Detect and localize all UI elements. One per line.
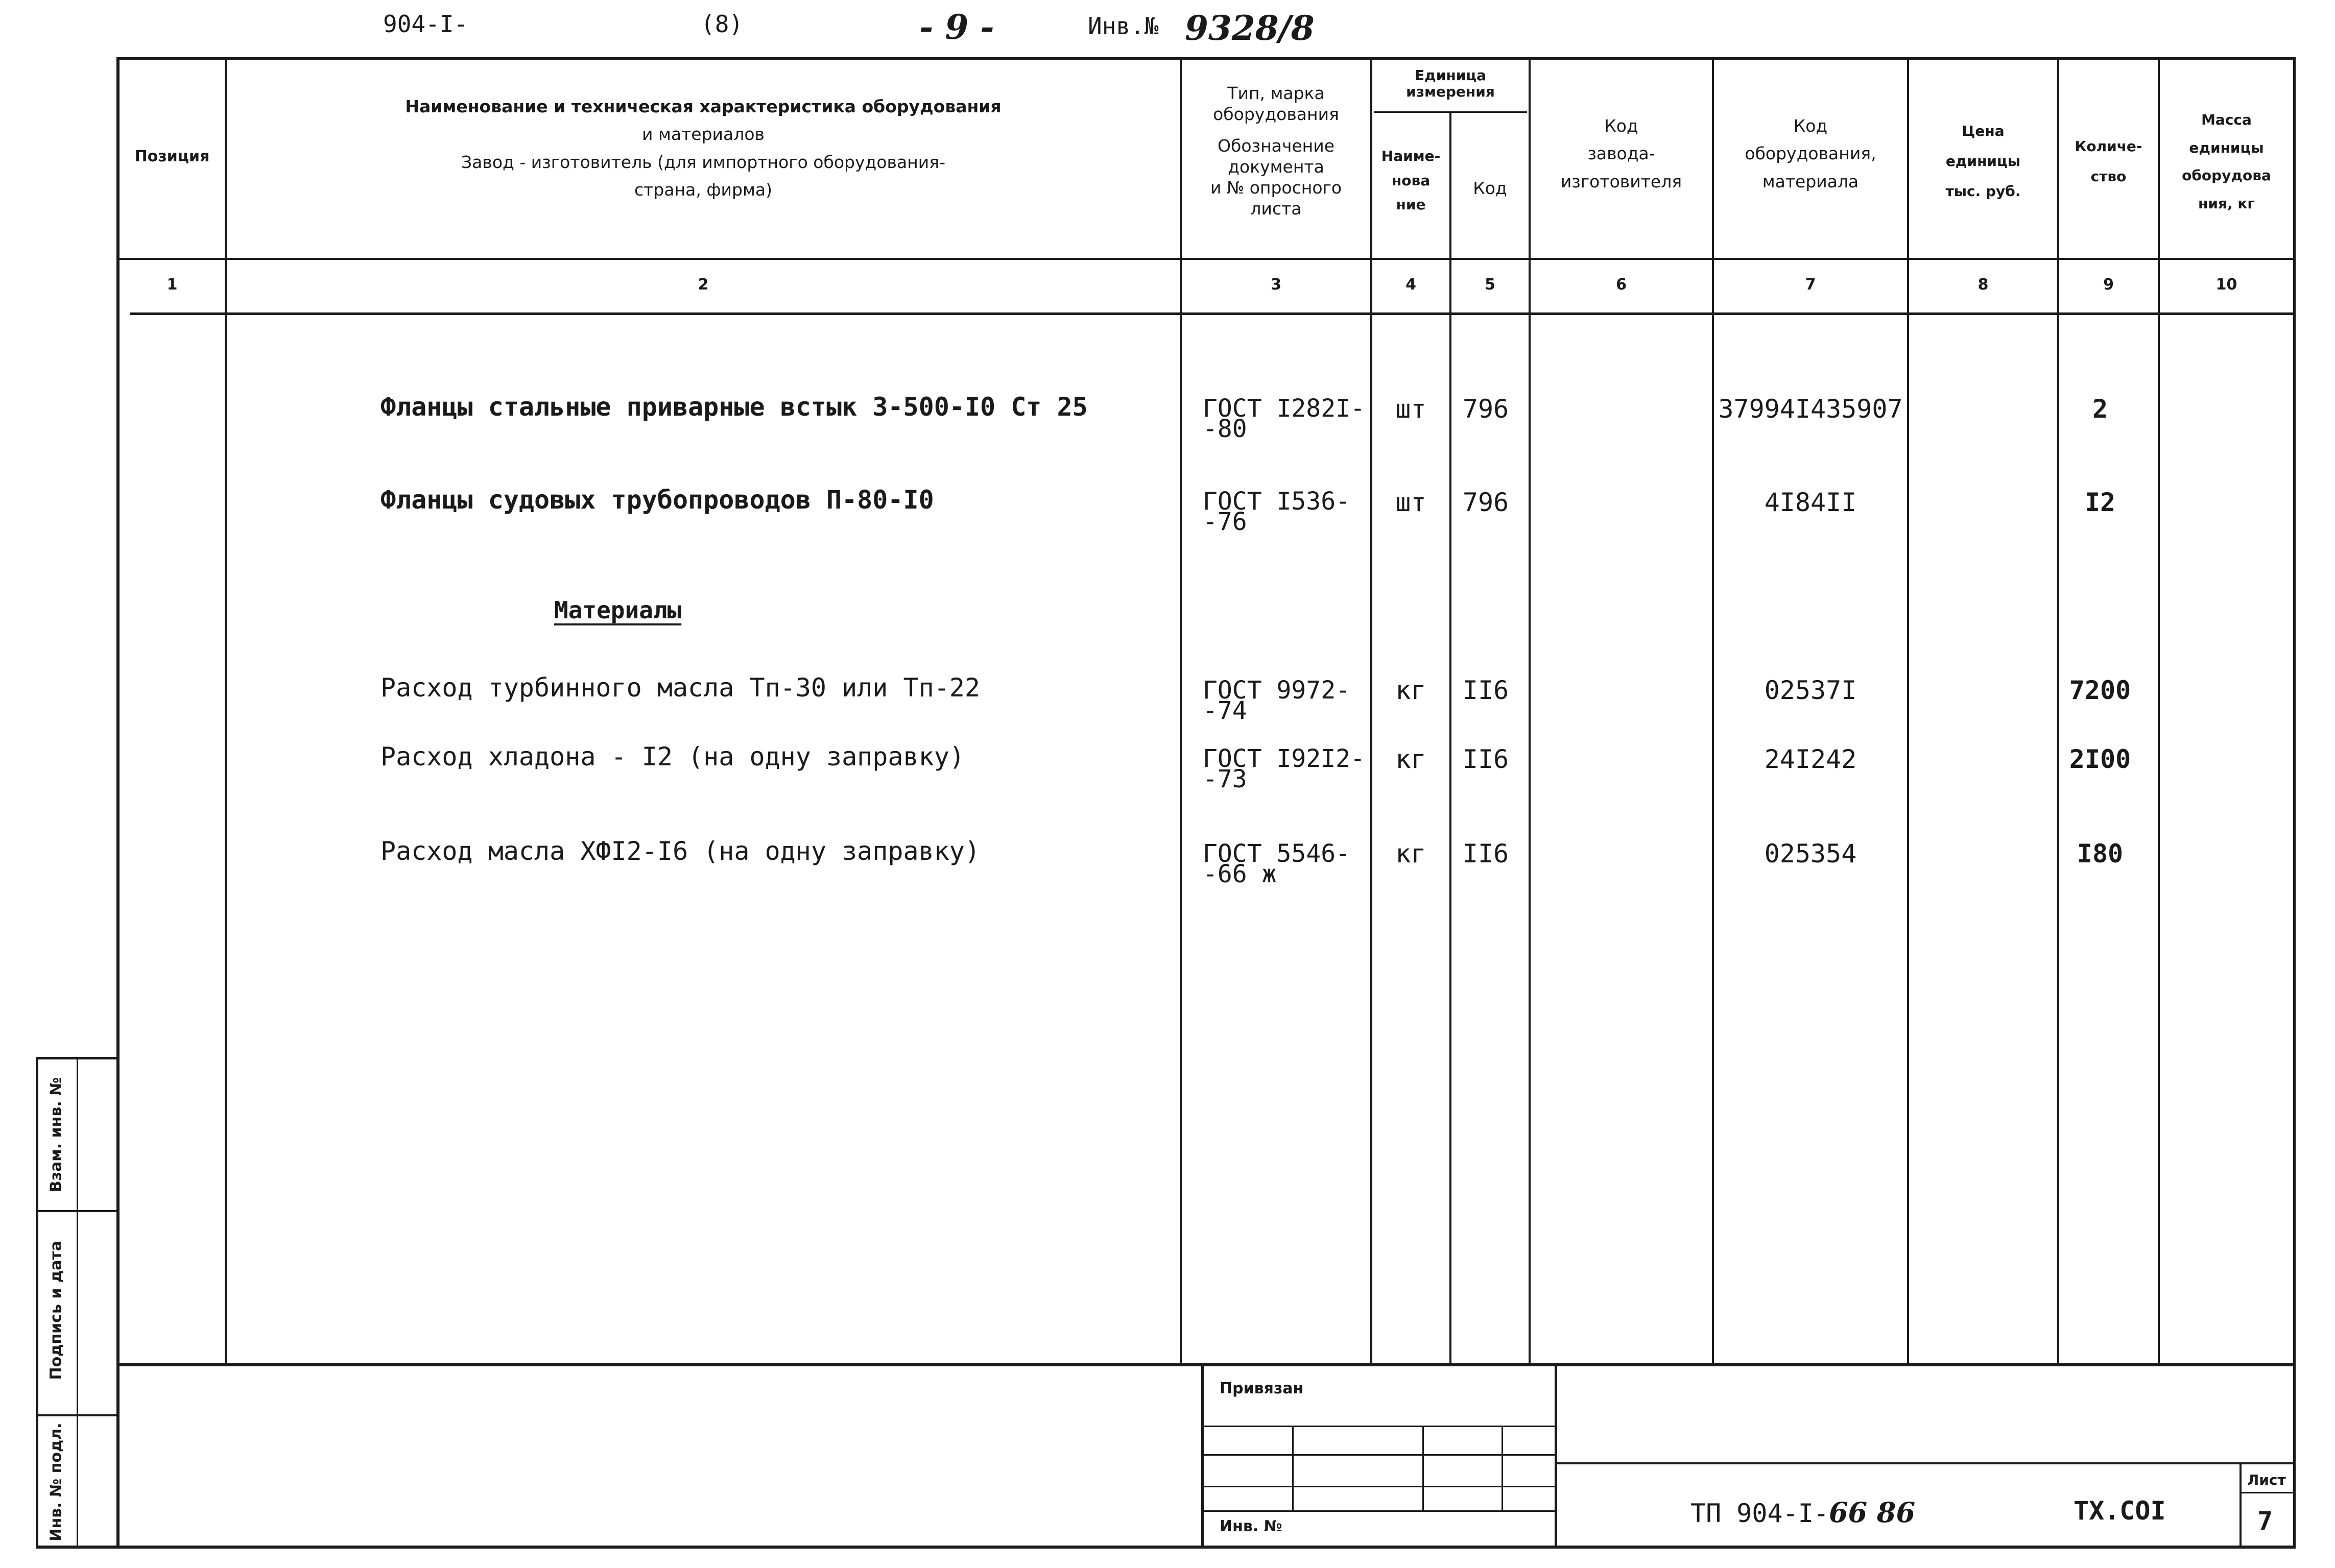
table-row-gost — [1203, 676, 1350, 725]
table-row-gost — [1203, 839, 1350, 888]
stamp-top-border — [116, 1363, 2296, 1366]
sheet-number: 7 — [2257, 1506, 2273, 1536]
table-row-name: Фланцы стальные приварные встык 3-500-I0 Ст 25 — [380, 392, 1088, 422]
col-number-8: 8 — [1977, 276, 1989, 294]
col-divider-6 — [1712, 57, 1714, 1364]
table-row-unit: кг — [1395, 744, 1426, 774]
header-mass-line4: ния, кг — [2198, 195, 2255, 212]
table-row-qty: 2 — [2092, 394, 2108, 424]
gost-line: ГОСТ I92I2- — [1203, 744, 1365, 773]
header-price-line2: единицы — [1945, 152, 2021, 170]
stamp-grid-line — [1204, 1510, 1555, 1512]
stamp-divider-right — [1555, 1363, 1557, 1548]
header-qty-line2: ство — [2090, 167, 2127, 185]
frame-top — [116, 57, 2294, 60]
col-divider-3 — [1370, 57, 1372, 1364]
side-label-signature-date: Подпись и дата — [47, 1241, 65, 1380]
col-number-4: 4 — [1405, 276, 1416, 294]
header-price-line3: тыс. руб. — [1945, 182, 2021, 200]
header-name-line3: Завод - изготовитель (для импортного оборудования- — [461, 152, 945, 172]
gost-line: -73 — [1203, 765, 1247, 793]
header-mass-line1: Масса — [2201, 111, 2252, 128]
side-block-bottom — [36, 1546, 117, 1549]
col-number-3: 3 — [1271, 276, 1281, 294]
header-name-line1: Наименование и техническая характеристика оборудования — [405, 97, 1002, 116]
header-unit-group-line2: измерения — [1406, 83, 1495, 101]
header-position: Позиция — [134, 148, 210, 165]
table-row-gost — [1203, 487, 1350, 536]
header-unit-name — [1372, 144, 1449, 217]
header-mass-line2: единицы — [2189, 139, 2264, 156]
stamp-grid-line — [1422, 1426, 1424, 1510]
gost-line: ГОСТ 5546- — [1203, 839, 1350, 868]
gost-line: ГОСТ I282I- — [1203, 394, 1365, 423]
header-name — [227, 93, 1180, 204]
header-manufacturer-code — [1531, 112, 1712, 196]
table-row-gost — [1203, 394, 1365, 443]
gost-line: -76 — [1203, 508, 1247, 536]
header-type — [1182, 83, 1370, 220]
inventory-label: Инв.№ — [1088, 12, 1159, 40]
stamp-divider-left — [1201, 1363, 1204, 1548]
header-name-line4: страна, фирма) — [634, 180, 772, 200]
table-row-unit-code: II6 — [1462, 744, 1509, 774]
gost-line: ГОСТ 9972- — [1203, 676, 1350, 705]
table-row-name: Расход хладона - I2 (на одну заправку) — [380, 742, 965, 771]
side-block-top — [36, 1057, 117, 1059]
header-unit-group-line1: Единица — [1415, 67, 1486, 84]
col-number-6: 6 — [1616, 276, 1627, 294]
col-divider-1 — [225, 57, 227, 1364]
col-divider-7 — [1907, 57, 1909, 1364]
table-row-code: 4I84II — [1764, 488, 1857, 517]
document-code-handwritten: 66 86 — [1828, 1496, 1916, 1529]
header-name-line2: и материалов — [642, 124, 765, 144]
series-number: 904-I- — [383, 10, 468, 38]
col-number-5: 5 — [1485, 276, 1495, 294]
header-quantity — [2059, 132, 2158, 192]
header-unit-group — [1372, 67, 1529, 100]
inventory-number: 9328/8 — [1185, 8, 1315, 48]
col-divider-8 — [2057, 57, 2059, 1364]
table-row-name: Расход турбинного масла Тп-30 или Тп-22 — [380, 673, 980, 703]
table-row-unit: кг — [1395, 839, 1426, 869]
stamp-grid-line — [1292, 1426, 1294, 1510]
header-equipment-code — [1714, 112, 1907, 196]
column-number-divider — [130, 312, 2294, 315]
header-unit-name-line3: ние — [1396, 196, 1426, 213]
gost-line: -66 ж — [1203, 860, 1277, 888]
header-unit-name-line1: Наиме- — [1381, 148, 1441, 164]
gost-line: ГОСТ I536- — [1203, 487, 1350, 516]
table-row-qty: 2I00 — [2069, 744, 2131, 774]
header-mass-line3: оборудова — [2182, 167, 2271, 184]
col-divider-5 — [1529, 57, 1531, 1364]
stamp-inv-no-label: Инв. № — [1220, 1517, 1282, 1535]
page-mark: - 9 - — [919, 7, 994, 47]
header-mfr-line2: завода- — [1587, 143, 1655, 164]
table-row-unit: шт — [1395, 488, 1426, 517]
table-row-unit: кг — [1395, 676, 1426, 705]
privyazan-label: Привязан — [1220, 1380, 1304, 1397]
table-row-code: 37994I435907 — [1718, 394, 1903, 424]
header-equip-line1: Код — [1793, 116, 1828, 136]
header-qty-line1: Количе- — [2075, 138, 2142, 155]
header-price-line1: Цена — [1962, 123, 2005, 139]
gost-line: -80 — [1203, 415, 1247, 443]
col-number-7: 7 — [1805, 276, 1816, 294]
side-label-inv-podl: Инв. № подл. — [47, 1422, 65, 1541]
table-row-code: 02537I — [1764, 676, 1857, 705]
table-row-name: Фланцы судовых трубопроводов П-80-I0 — [380, 485, 934, 515]
side-block-divider — [36, 1414, 117, 1416]
sheet-box-left — [2239, 1462, 2242, 1546]
header-type-line4: документа — [1228, 156, 1324, 177]
side-label-vzam-inv: Взам. инв. № — [47, 1077, 65, 1193]
title-block-divider — [1557, 1462, 2293, 1464]
header-equip-line2: оборудования, — [1745, 143, 1876, 164]
document-code — [1690, 1496, 1915, 1529]
header-divider — [116, 258, 2294, 260]
gost-line: -74 — [1203, 696, 1247, 725]
header-type-line2: оборудования — [1213, 104, 1339, 125]
part-number: (8) — [701, 10, 744, 38]
table-row-unit-code: II6 — [1462, 839, 1509, 869]
col-divider-4 — [1449, 112, 1451, 1364]
col-number-9: 9 — [2103, 276, 2114, 294]
table-row-gost — [1203, 744, 1365, 793]
header-unit-name-line2: нова — [1391, 172, 1431, 189]
col-divider-2 — [1180, 57, 1182, 1364]
table-row-unit-code: 796 — [1462, 488, 1509, 517]
table-row-unit-code: 796 — [1462, 394, 1509, 424]
table-row-name: Расход масла ХФI2-I6 (на одну заправку) — [380, 836, 980, 866]
table-row-qty: I2 — [2084, 488, 2116, 517]
col-number-2: 2 — [698, 276, 709, 294]
document-code-prefix: ТП 904-I- — [1690, 1499, 1829, 1528]
frame-right — [2293, 57, 2296, 1548]
stamp-grid-line — [1502, 1426, 1503, 1510]
col-number-10: 10 — [2215, 276, 2237, 294]
col-divider-9 — [2158, 57, 2160, 1364]
side-block-left — [36, 1057, 38, 1548]
header-type-line5: и № опросного — [1210, 178, 1342, 198]
table-row-code: 24I242 — [1764, 744, 1857, 774]
table-row-code: 025354 — [1764, 839, 1857, 869]
side-block-inner — [77, 1057, 78, 1548]
header-mfr-line3: изготовителя — [1560, 171, 1682, 191]
table-row-unit-code: II6 — [1462, 676, 1509, 705]
sheet-box-divider — [2242, 1492, 2293, 1493]
header-equip-line3: материала — [1762, 171, 1859, 191]
header-price — [1909, 116, 2057, 206]
header-mfr-line1: Код — [1604, 116, 1638, 136]
table-row-qty: I80 — [2077, 839, 2124, 869]
side-block-divider — [36, 1210, 117, 1212]
header-type-line3: Обозначение — [1218, 135, 1335, 156]
section-materials-heading: Материалы — [554, 596, 682, 624]
col-number-1: 1 — [166, 276, 178, 294]
header-unit-code: Код — [1473, 178, 1507, 198]
table-row-unit: шт — [1395, 394, 1426, 424]
header-type-line6: листа — [1250, 199, 1302, 219]
frame-bottom — [116, 1546, 2296, 1549]
sheet-label: Лист — [2247, 1471, 2286, 1488]
document-mark: ТХ.СОI — [2074, 1496, 2166, 1526]
header-mass — [2160, 106, 2293, 218]
header-type-line1: Тип, марка — [1227, 83, 1325, 103]
table-row-qty: 7200 — [2069, 676, 2131, 705]
